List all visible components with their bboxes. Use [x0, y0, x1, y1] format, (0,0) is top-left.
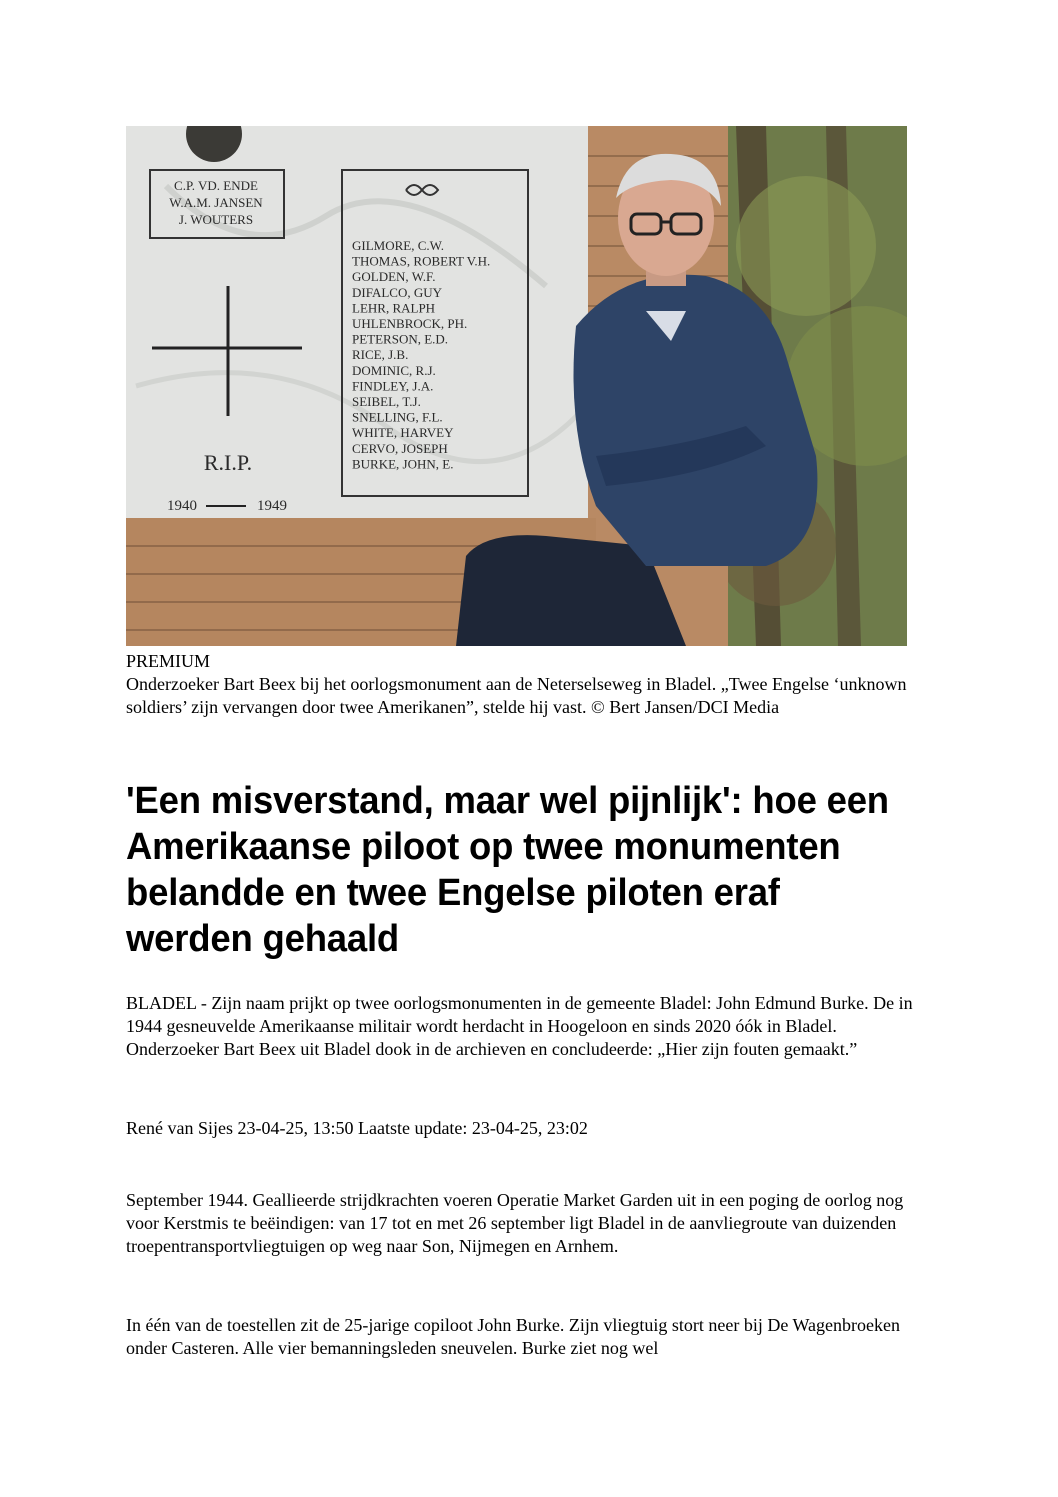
article-headline: 'Een misverstand, maar wel pijnlijk': hoe een Amerikaanse piloot op twee monumenten belandde en twee Engelse piloten eraf werden gehaald — [126, 780, 889, 960]
plaque-name: SEIBEL, T.J. — [352, 394, 421, 409]
plaque-name: GOLDEN, W.F. — [352, 269, 436, 285]
article-lead: BLADEL - Zijn naam prijkt op twee oorlogsmonumenten in de gemeente Bladel: John Edmund Burke. De in 1944 gesneuvelde Amerikaanse militair wordt herdacht in Hoogeloon en sinds 2020 óók in Bladel. Onderzoeker Bart Beex uit Bladel dook in de archieven en concludeerde: „Hier zijn fouten gemaakt.” — [126, 993, 913, 1059]
plaque-name: UHLENBROCK, PH. — [352, 316, 468, 331]
plaque-name: BURKE, JOHN, E. — [352, 456, 454, 472]
monument-photo-illustration — [126, 126, 907, 646]
plaque-name: GILMORE, C.W. — [352, 238, 444, 253]
article-photo — [126, 126, 907, 646]
premium-label: PREMIUM — [126, 651, 211, 671]
plaque-name: PETERSON, E.D. — [352, 331, 449, 347]
plaque-name: THOMAS, ROBERT V.H. — [352, 253, 491, 269]
article-byline: René van Sijes 23-04-25, 13:50 Laatste update: 23-04-25, 23:02 — [126, 1118, 588, 1138]
plaque-left-name-3: J. WOUTERS — [178, 212, 254, 227]
plaque-name: DIFALCO, GUY — [352, 284, 443, 300]
plaque-name: DOMINIC, R.J. — [352, 362, 436, 378]
plaque-name: CERVO, JOSEPH — [352, 440, 448, 456]
plaque-name: LEHR, RALPH — [352, 300, 436, 316]
plaque-rip: R.I.P. — [203, 450, 253, 475]
plaque-year-end: 1949 — [257, 498, 287, 514]
plaque-name: SNELLING, F.L. — [352, 409, 443, 425]
plaque-year-start: 1940 — [167, 498, 197, 514]
plaque-name: RICE, J.B. — [352, 347, 409, 363]
photo-caption: Onderzoeker Bart Beex bij het oorlogsmonument aan de Neterselseweg in Bladel. „Twee Engelse ‘unknown soldiers’ zijn vervangen door twee Amerikanen”, stelde hij vast. © Bert Jansen/DCI Media — [126, 674, 907, 717]
plaque-left-name-1: C.P. VD. ENDE — [174, 178, 258, 193]
article-paragraph: September 1944. Geallieerde strijdkrachten voeren Operatie Market Garden uit in een poging de oorlog nog voor Kerstmis te beëindigen: van 17 tot en met 26 september ligt Bladel in de aanvliegroute van duizenden troepentransportvliegtuigen op weg naar Son, Nijmegen en Arnhem. — [126, 1190, 904, 1256]
plaque-name: FINDLEY, J.A. — [352, 378, 434, 394]
article-paragraph: In één van de toestellen zit de 25-jarige copiloot John Burke. Zijn vliegtuig stort neer bij De Wagenbroeken onder Casteren. Alle vier bemanningsleden sneuvelen. Burke ziet nog wel — [126, 1315, 900, 1358]
plaque-left-name-2: W.A.M. JANSEN — [169, 195, 263, 210]
plaque-name: WHITE, HARVEY — [352, 425, 454, 441]
